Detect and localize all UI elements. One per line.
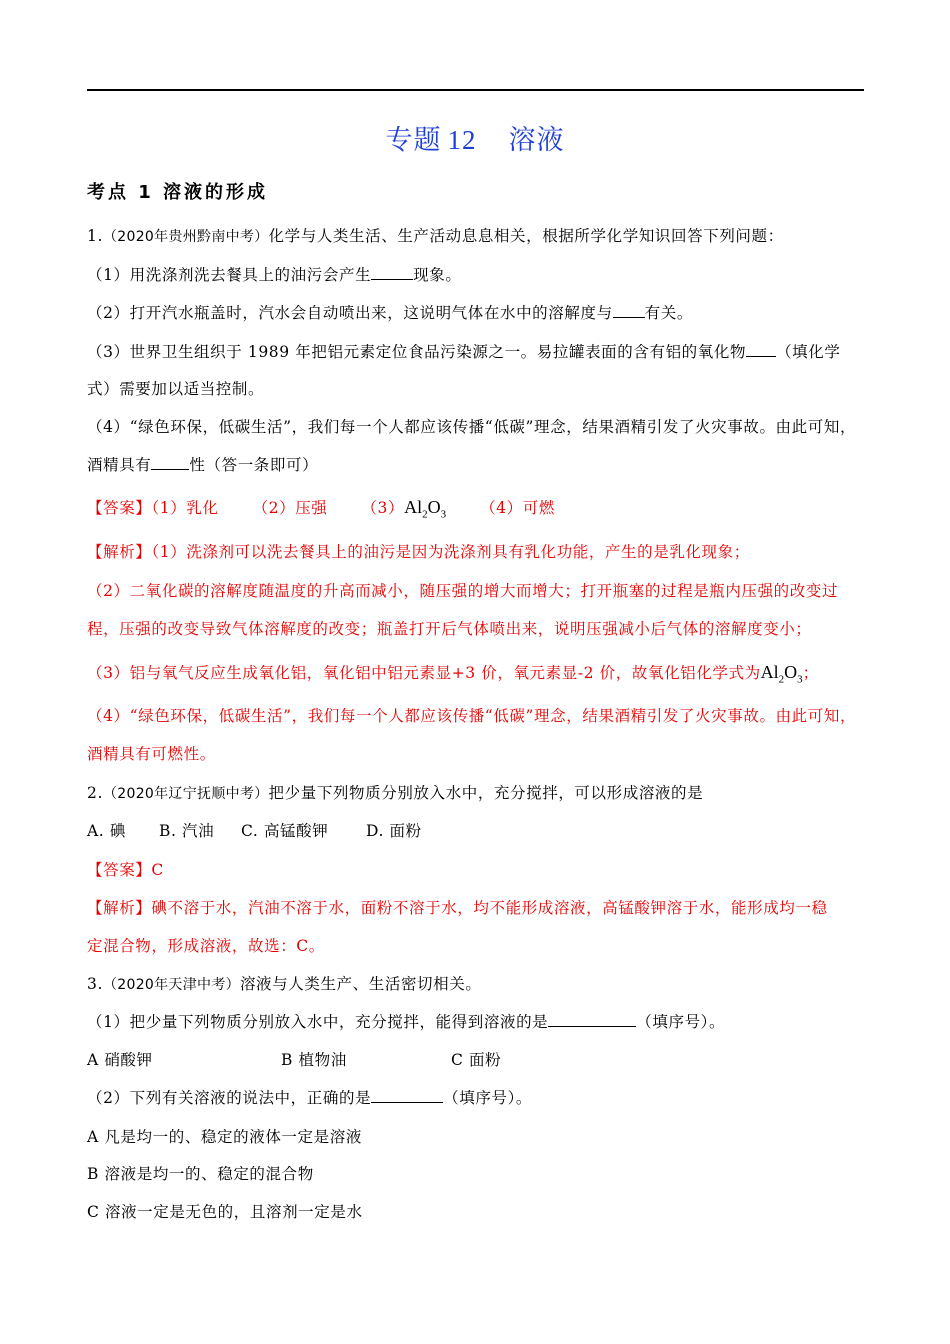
analysis-label: 【解析】 (87, 899, 152, 917)
answer-label: 【答案】 (87, 861, 152, 879)
q1-stem (87, 226, 867, 247)
q1-part3-cont: 式）需要加以适当控制。 (87, 380, 265, 398)
answer-blank[interactable] (151, 455, 189, 470)
q2-source: （2020年辽宁抚顺中考） (103, 786, 269, 802)
q1-analysis-1: 【解析】（1）洗涤剂可以洗去餐具上的油污是因为洗涤剂具有乳化功能，产生的是乳化现象； (87, 543, 750, 561)
section-heading: 考点 1 溶液的形成 (87, 182, 269, 203)
q3-number: 3. (87, 975, 103, 993)
option-c[interactable]: C. 高锰酸钾 (241, 822, 329, 840)
title-topic: 溶液 (508, 125, 565, 156)
q3-stem-text: 溶液与人类生产、生活密切相关。 (239, 975, 482, 993)
option-d[interactable]: D. 面粉 (366, 822, 422, 840)
title-prefix: 专题 (385, 125, 442, 156)
q1-part2: （2）打开汽水瓶盖时，汽水会自动喷出来，这说明气体在水中的溶解度与 有关。 (87, 304, 693, 322)
q2-answer: 【答案】C (87, 861, 164, 879)
q1-analysis-2a: （2）二氧化碳的溶解度随温度的升高而减小，随压强的增大而增大；打开瓶塞的过程是瓶内压强的改变过 (87, 582, 839, 600)
answer-blank[interactable] (746, 342, 776, 357)
answer-label: 【答案】 (87, 499, 152, 517)
answer-blank[interactable] (371, 265, 413, 280)
q3-part2-option-a[interactable]: A 凡是均一的、稳定的液体一定是溶液 (87, 1128, 362, 1146)
q2-number: 2. (87, 784, 103, 802)
q3-part1: （1）把少量下列物质分别放入水中，充分搅拌，能得到溶液的是 （填序号）。 (87, 1013, 726, 1031)
option-b[interactable]: B. 汽油 (159, 822, 215, 840)
option-a[interactable]: A 硝酸钾 (87, 1051, 153, 1069)
q3-source: （2020年天津中考） (103, 977, 240, 993)
q1-stem-text: 化学与人类生活、生产活动息息相关，根据所学化学知识回答下列问题： (268, 227, 784, 245)
q2-options (87, 821, 867, 841)
q1-analysis-4a: （4）“绿色环保，低碳生活”，我们每一个人都应该传播“低碳”理念，结果酒精引发了火灾事故。由此可知， (87, 707, 857, 725)
option-c[interactable]: C 面粉 (451, 1051, 502, 1069)
chem-formula-al2o3: $Al_2O_3$ (404, 497, 447, 521)
q1-analysis-4b: 酒精具有可燃性。 (87, 745, 216, 763)
q1-answer: 【答案】（1）乳化 （2）压强 $(3)Al_2O_3$ （4）可燃 (87, 497, 555, 521)
q1-number: 1. (87, 227, 103, 245)
q1-analysis-3: （3）铝与氧气反应生成氧化铝，氧化铝中铝元素显+3 价，氧元素显-2 价，故氧化铝化学式为$Al_2O_3$； (87, 662, 819, 686)
q1-part4-cont: 酒精具有 性（答一条即可） (87, 456, 319, 474)
option-a[interactable]: A. 碘 (87, 822, 126, 840)
q1-part4: （4）“绿色环保，低碳生活”，我们每一个人都应该传播“低碳”理念，结果酒精引发了火灾事故。由此可知， (87, 418, 857, 436)
q3-part1-options (87, 1050, 867, 1070)
q3-part2-option-c[interactable]: C 溶液一定是无色的，且溶剂一定是水 (87, 1203, 363, 1221)
page-title (0, 118, 950, 157)
q1-part3: （3）世界卫生组织于 1989 年把铝元素定位食品污染源之一。易拉罐表面的含有铝的氧化物 （填化学 (87, 343, 841, 361)
answer-blank[interactable] (613, 303, 645, 318)
q2-analysis-2: 定混合物，形成溶液，故选：C。 (87, 937, 325, 955)
option-b[interactable]: B 植物油 (281, 1051, 347, 1069)
answer-blank[interactable] (371, 1088, 443, 1103)
chem-formula-al2o3: $Al_2O_3$ (760, 662, 803, 686)
q1-source: （2020年贵州黔南中考） (103, 229, 269, 245)
q2-stem-text: 把少量下列物质分别放入水中，充分搅拌，可以形成溶液的是 (268, 784, 704, 802)
q2-analysis-1: 【解析】碘不溶于水，汽油不溶于水，面粉不溶于水，均不能形成溶液，高锰酸钾溶于水，能形成均一稳 (87, 899, 828, 917)
q3-stem (87, 974, 867, 995)
q2-stem (87, 783, 867, 804)
answer-blank[interactable] (548, 1012, 636, 1027)
analysis-label: 【解析】 (87, 543, 152, 561)
q3-part2: （2）下列有关溶液的说法中，正确的是 （填序号）。 (87, 1089, 533, 1107)
header-rule (87, 89, 864, 91)
q1-part1: （1）用洗涤剂洗去餐具上的油污会产生 现象。 (87, 266, 462, 284)
q3-part2-option-b[interactable]: B 溶液是均一的、稳定的混合物 (87, 1165, 314, 1183)
title-number: 12 (447, 125, 477, 155)
q1-analysis-2b: 程，压强的改变导致气体溶解度的改变；瓶盖打开后气体喷出来，说明压强减小后气体的溶解度变小； (87, 620, 812, 638)
